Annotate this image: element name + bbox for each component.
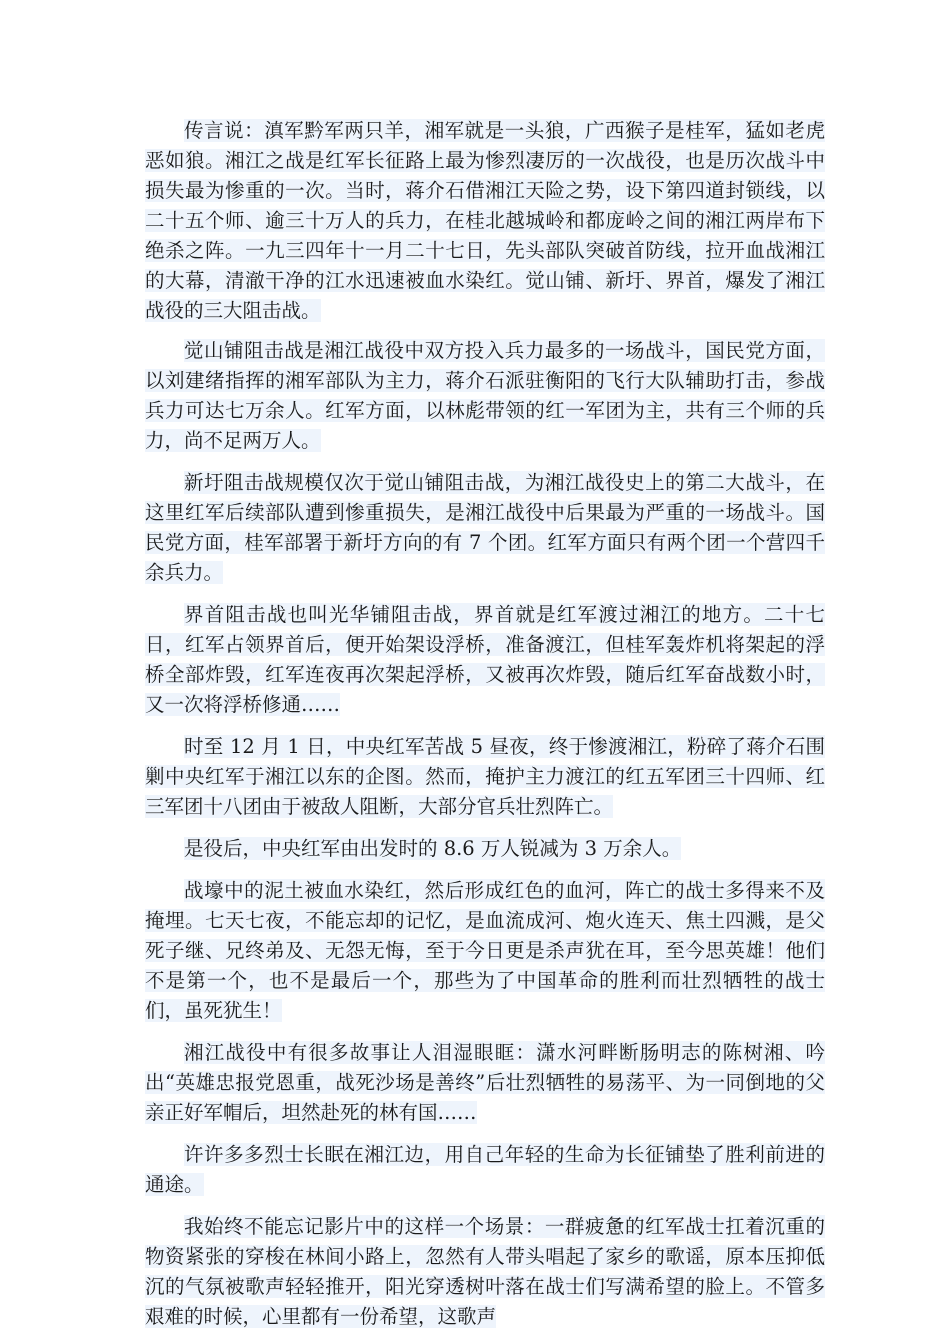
paragraph	[145, 732, 825, 822]
paragraph	[145, 116, 825, 326]
paragraph	[145, 600, 825, 720]
paragraph	[145, 1038, 825, 1128]
paragraph-text: 界首阻击战也叫光华铺阻击战，界首就是红军渡过湘江的地方。二十七日，红军占领界首后，便开始架设浮桥，准备渡江，但桂军轰炸机将架起的浮桥全部炸毁，红军连夜再次架起浮桥，又被再次炸毁，随后红军奋战数小时， 又一次将浮桥修通……	[145, 603, 825, 716]
paragraph	[145, 1212, 825, 1332]
paragraph	[145, 834, 825, 864]
paragraph-text: 战壕中的泥土被血水染红，然后形成红色的血河，阵亡的战士多得来不及掩埋。七天七夜，不能忘却的记忆，是血流成河、炮火连天、焦土四溅，是父死子继、兄终弟及、无怨无悔，至于今日更是杀声犹在耳，至今思英雄！他们不是第一个，也不是最后一个，那些为了中国革命的胜利而壮烈牺牲的战士们，虽死犹生！	[145, 879, 825, 1022]
paragraph	[145, 336, 825, 456]
paragraph	[145, 876, 825, 1026]
paragraph-text: 传言说：滇军黔军两只羊，湘军就是一头狼，广西猴子是桂军，猛如老虎恶如狼。湘江之战是红军长征路上最为惨烈凄厉的一次战役，也是历次战斗中损失最为惨重的一次。当时，蒋介石借湘江天险之势，设下第四道封锁线，以二十五个师、逾三十万人的兵力，在桂北越城岭和都庞岭之间的湘江两岸布下绝杀之阵。一九三四年十一月二十七日，先头部队突破首防线，拉开血战湘江的大幕，清澈干净的江水迅速被血水染红。觉山铺、新圩、界首，爆发了湘江战役的三大阻击战。	[145, 119, 825, 322]
document-page	[145, 116, 825, 1344]
paragraph	[145, 1140, 825, 1200]
paragraph-text: 时至 12 月 1 日，中央红军苦战 5 昼夜，终于惨渡湘江，粉碎了蒋介石围剿中央红军于湘江以东的企图。然而，掩护主力渡江的红五军团三十四师、红三军团十八团由于被敌人阻断，大部分官兵壮烈阵亡。	[145, 735, 825, 818]
paragraph-text: 我始终不能忘记影片中的这样一个场景：一群疲惫的红军战士扛着沉重的物资紧张的穿梭在林间小路上，忽然有人带头唱起了家乡的歌谣，原本压抑低沉的气氛被歌声轻轻推开，阳光穿透树叶落在战士们写满希望的脸上。不管多艰难的时候，心里都有一份希望，这歌声	[145, 1215, 825, 1328]
paragraph-text: 新圩阻击战规模仅次于觉山铺阻击战，为湘江战役史上的第二大战斗，在这里红军后续部队遭到惨重损失，是湘江战役中后果最为严重的一场战斗。国民党方面，桂军部署于新圩方向的有 7 个团。红军方面只有两个团一个营四千余兵力。	[145, 471, 825, 584]
paragraph-text: 许许多多烈士长眠在湘江边，用自己年轻的生命为长征铺垫了胜利前进的通途。	[145, 1143, 825, 1196]
paragraph-text: 湘江战役中有很多故事让人泪湿眼眶：潇水河畔断肠明志的陈树湘、吟出“英雄忠报党恩重，战死沙场是善终”后壮烈牺牲的易荡平、为一同倒地的父亲正好军帽后，坦然赴死的林有国……	[145, 1041, 825, 1124]
paragraph	[145, 468, 825, 588]
paragraph-text: 是役后，中央红军由出发时的 8.6 万人锐减为 3 万余人。	[184, 837, 682, 860]
paragraph-text: 觉山铺阻击战是湘江战役中双方投入兵力最多的一场战斗，国民党方面，以刘建绪指挥的湘军部队为主力，蒋介石派驻衡阳的飞行大队辅助打击，参战兵力可达七万余人。红军方面，以林彪带领的红一军团为主，共有三个师的兵力，尚不足两万人。	[145, 339, 825, 452]
